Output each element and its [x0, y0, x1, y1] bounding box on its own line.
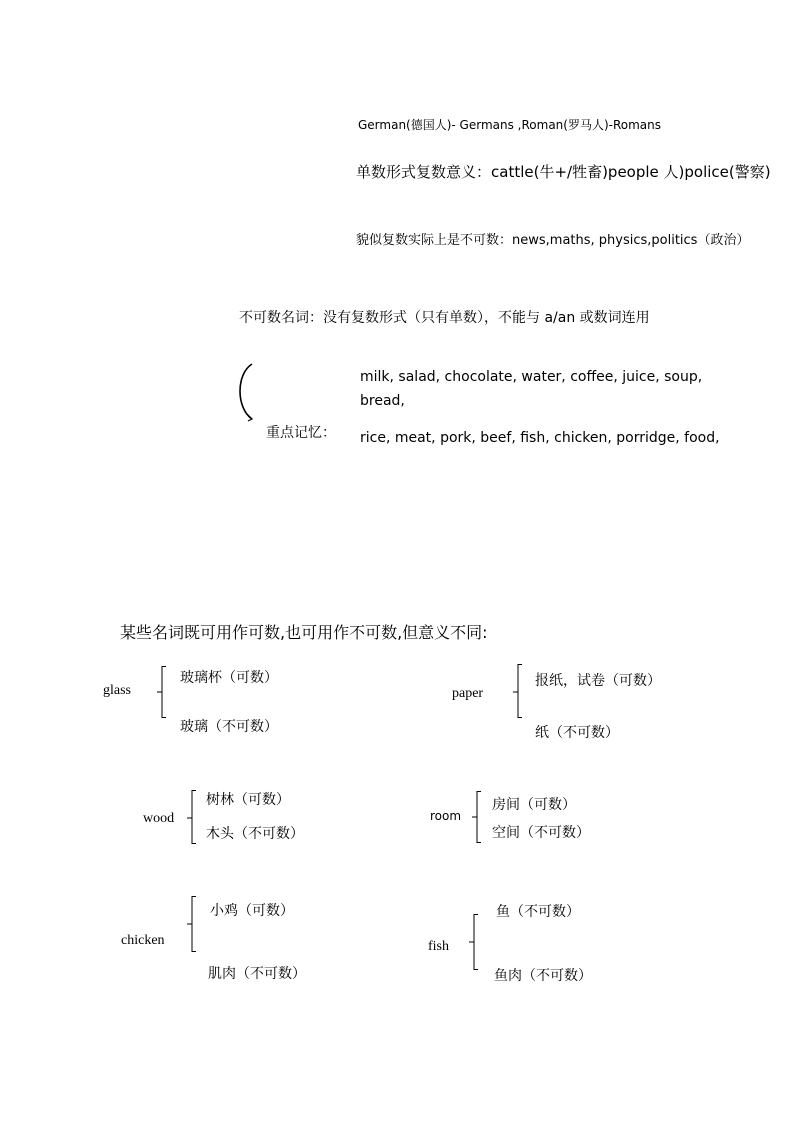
glass-uncountable-meaning: 玻璃（不可数）: [180, 719, 278, 735]
fish-countable-meaning: 鱼（不可数）: [496, 904, 580, 920]
room-bracket: [471, 791, 483, 843]
room-uncountable-meaning: 空间（不可数）: [492, 825, 590, 841]
paper-bracket: [512, 664, 524, 718]
fish-bracket: [468, 914, 480, 970]
line-singular-form-plural-meaning: 单数形式复数意义：cattle(牛+/牲畜)people 人)police(警察): [356, 163, 771, 181]
glass-countable-meaning: 玻璃杯（可数）: [180, 670, 278, 686]
paper-word: paper: [452, 686, 484, 701]
line-plural-looking-uncountable: 貌似复数实际上是不可数：news,maths, physics,politics（政治）: [356, 233, 750, 248]
paper-uncountable-meaning: 纸（不可数）: [535, 725, 619, 741]
fish-uncountable-meaning: 鱼肉（不可数）: [494, 968, 592, 984]
line-nationalities: German(德国人)- Germans ,Roman(罗马人)-Romans: [358, 118, 662, 132]
dual-use-heading: 某些名词既可用作可数,也可用作不可数,但意义不同:: [120, 623, 488, 642]
chicken-bracket: [186, 896, 198, 952]
uncountable-definition: 不可数名词：没有复数形式（只有单数），不能与 a/an 或数词连用: [239, 310, 650, 326]
memo-words-line1: milk, salad, chocolate, water, coffee, juice, soup,: [360, 369, 703, 385]
memo-label: 重点记忆：: [266, 425, 336, 441]
memo-words-line2: bread,: [360, 393, 405, 409]
paper-countable-meaning: 报纸，试卷（可数）: [535, 673, 661, 689]
glass-word: glass: [103, 683, 131, 698]
wood-countable-meaning: 树林（可数）: [206, 792, 290, 808]
room-word: room: [430, 809, 462, 823]
memo-words-line3: rice, meat, pork, beef, fish, chicken, porridge, food,: [360, 430, 720, 446]
chicken-word: chicken: [121, 933, 165, 948]
chicken-uncountable-meaning: 肌肉（不可数）: [208, 966, 306, 982]
glass-bracket: [156, 666, 168, 718]
wood-bracket: [186, 790, 198, 844]
chicken-countable-meaning: 小鸡（可数）: [210, 903, 294, 919]
wood-uncountable-meaning: 木头（不可数）: [206, 826, 304, 842]
memo-bracket: [236, 362, 256, 422]
wood-word: wood: [143, 811, 175, 826]
room-countable-meaning: 房间（可数）: [492, 797, 576, 813]
fish-word: fish: [428, 939, 449, 954]
